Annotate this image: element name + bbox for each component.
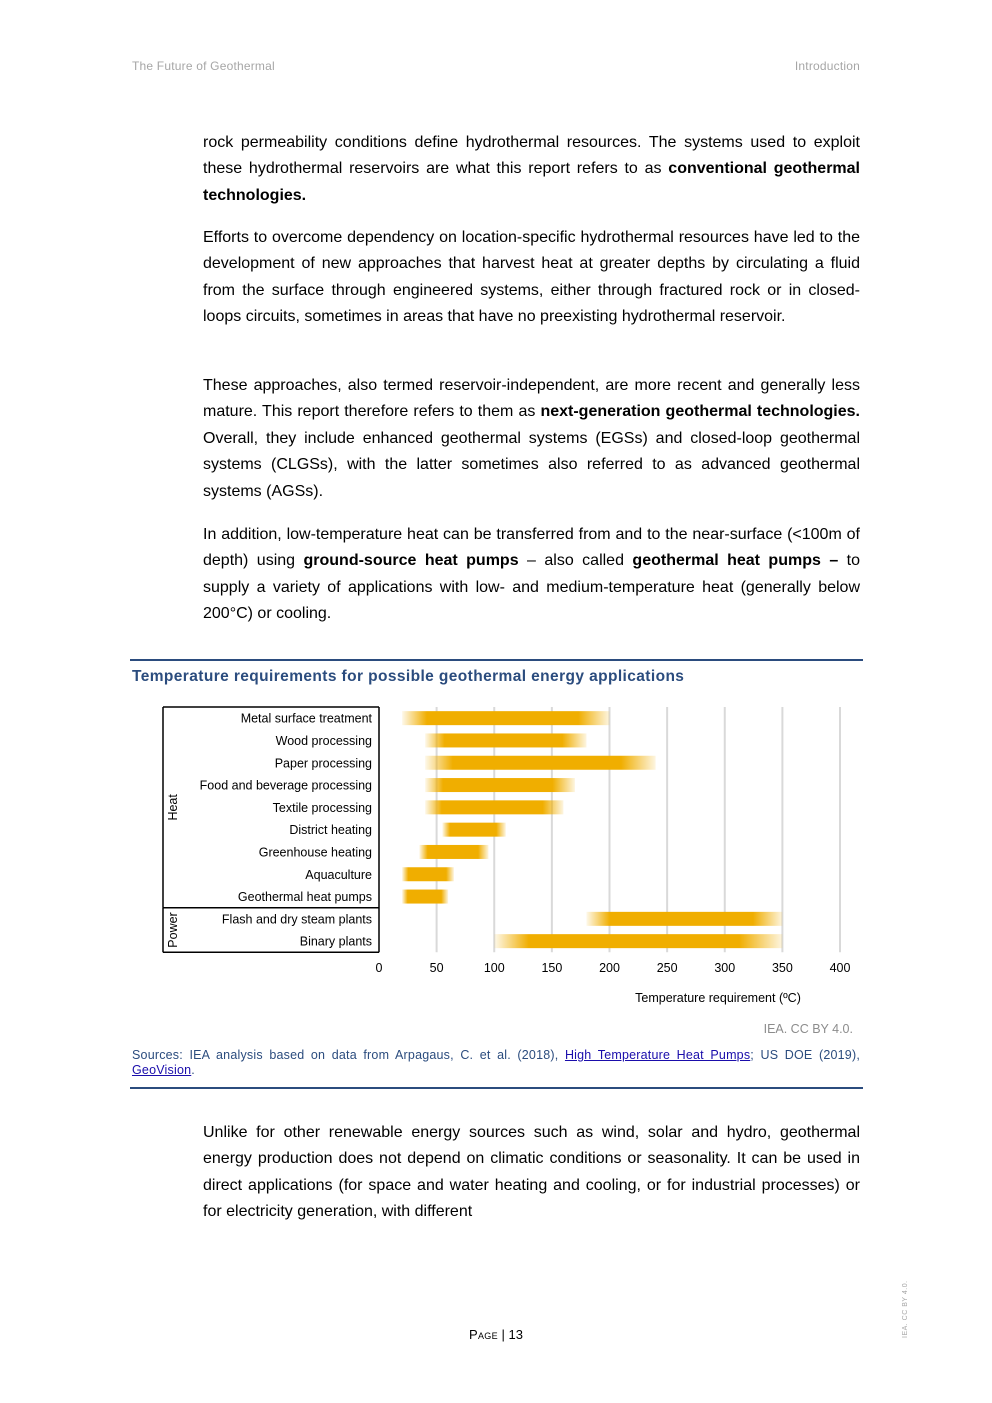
sources-link-geovision[interactable]: GeoVision bbox=[132, 1063, 192, 1077]
paragraph-1-text: rock permeability conditions define hydrothermal resources. The systems used to exploit these hydrothermal reservoirs are what this report refers to as bbox=[203, 134, 860, 178]
range-bar bbox=[425, 733, 586, 747]
x-tick-label: 250 bbox=[656, 961, 678, 975]
x-tick-label: 350 bbox=[771, 961, 793, 975]
paragraph-1 bbox=[203, 130, 860, 209]
range-bar bbox=[419, 845, 488, 859]
paragraph-5 bbox=[203, 1120, 860, 1226]
range-bar bbox=[586, 912, 782, 926]
figure-credit: IEA. CC BY 4.0. bbox=[763, 1022, 853, 1036]
range-bar bbox=[402, 867, 454, 881]
category-label: Food and beverage processing bbox=[199, 778, 372, 793]
paragraph-4-text-a: In addition, low-temperature heat can be transferred from and to the near-surface (<100m of depth) using bbox=[203, 526, 860, 570]
category-label: Geothermal heat pumps bbox=[237, 890, 372, 905]
x-tick-label: 150 bbox=[541, 961, 563, 975]
sources-text-a: Sources: IEA analysis based on data from Arpagaus, C. et al. (2018), bbox=[132, 1048, 565, 1062]
page-number-value: | 13 bbox=[501, 1327, 523, 1342]
paragraph-4-bold-b: geothermal heat pumps – bbox=[632, 552, 839, 570]
category-label: Flash and dry steam plants bbox=[221, 912, 372, 927]
range-bar bbox=[425, 756, 655, 770]
figure-title: Temperature requirements for possible geothermal energy applications bbox=[132, 668, 685, 685]
figure-top-rule bbox=[130, 659, 863, 661]
range-bar bbox=[494, 934, 782, 948]
paragraph-4 bbox=[203, 522, 860, 628]
paragraph-3-text-b: Overall, they include enhanced geothermal systems (EGSs) and closed-loop geothermal systems (CLGSs), with the latter sometimes also referred to as advanced geothermal systems (AGSs). bbox=[203, 429, 860, 500]
paragraph-3-text-a: These approaches, also termed reservoir-independent, are more recent and generally less mature. This report therefore refers to them as bbox=[203, 377, 860, 421]
category-label: Greenhouse heating bbox=[258, 845, 372, 860]
paragraph-2-text: Efforts to overcome dependency on location-specific hydrothermal resources have led to the development of new approaches that harvest heat at greater depths by circulating a fluid from the surface through engineered systems, either through fractured rock or in closed-loops circuits, sometimes in areas that have no preexisting hydrothermal reservoir. bbox=[203, 229, 860, 326]
range-bar bbox=[402, 711, 609, 725]
paragraph-4-text-b: – also called bbox=[518, 552, 633, 570]
page-number bbox=[0, 1327, 992, 1342]
group-label: Power bbox=[166, 912, 180, 948]
range-bar bbox=[425, 778, 575, 792]
x-axis-title: Temperature requirement (ºC) bbox=[635, 991, 801, 1005]
range-bar bbox=[442, 823, 505, 837]
sources-text-c: . bbox=[191, 1063, 195, 1077]
x-tick-label: 50 bbox=[429, 961, 444, 975]
range-bar bbox=[425, 800, 563, 814]
group-label: Heat bbox=[166, 794, 180, 821]
paragraph-2 bbox=[203, 225, 860, 331]
page-word: Page bbox=[469, 1327, 498, 1342]
category-label: Aquaculture bbox=[305, 867, 372, 882]
figure-sources bbox=[132, 1048, 860, 1078]
category-label: Metal surface treatment bbox=[240, 711, 372, 726]
x-tick-label: 200 bbox=[599, 961, 620, 975]
paragraph-4-text-c: to supply a variety of applications with low- and medium-temperature heat (generally below 200°C) or cooling. bbox=[203, 552, 860, 623]
x-tick-label: 100 bbox=[483, 961, 505, 975]
range-bar bbox=[402, 890, 448, 904]
running-header-title: The Future of Geothermal bbox=[132, 59, 275, 73]
paragraph-5-text: Unlike for other renewable energy sources such as wind, solar and hydro, geothermal energy production does not depend on climatic conditions or seasonality. It can be used in direct applications (for space and water heating and cooling, or for industrial processes) or for electricity generation, with different bbox=[203, 1124, 860, 1221]
paragraph-3-bold: next-generation geothermal technologies. bbox=[540, 403, 860, 421]
paragraph-4-bold-a: ground-source heat pumps bbox=[303, 552, 519, 570]
sources-link-heat-pumps[interactable]: High Temperature Heat Pumps bbox=[564, 1048, 751, 1062]
paragraph-3 bbox=[203, 373, 860, 505]
x-tick-label: 400 bbox=[829, 961, 851, 975]
figure-bottom-rule bbox=[130, 1087, 863, 1089]
running-header-section: Introduction bbox=[794, 59, 860, 73]
sources-text-b: ; US DOE (2019), bbox=[750, 1048, 860, 1062]
x-tick-label: 300 bbox=[714, 961, 736, 975]
category-label: Wood processing bbox=[275, 733, 372, 748]
category-label: Textile processing bbox=[272, 800, 372, 815]
category-label: District heating bbox=[289, 823, 372, 838]
category-label: Binary plants bbox=[299, 934, 372, 949]
paragraph-1-bold: conventional geothermal technologies. bbox=[203, 160, 860, 204]
temperature-range-chart bbox=[130, 700, 865, 1010]
side-credit: IEA. CC BY 4.0. bbox=[902, 1280, 909, 1338]
category-label: Paper processing bbox=[274, 756, 372, 771]
x-tick-label: 0 bbox=[375, 961, 383, 975]
